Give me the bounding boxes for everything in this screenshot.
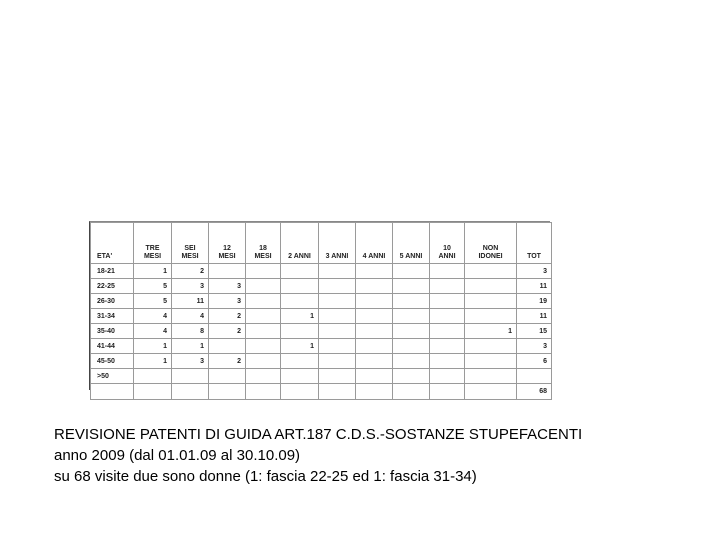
- age-band-cell: >50: [91, 369, 134, 384]
- count-cell: 5: [134, 294, 172, 309]
- count-cell: [209, 369, 246, 384]
- column-header: [430, 223, 465, 264]
- count-cell: [393, 384, 430, 400]
- count-cell: [319, 384, 356, 400]
- column-header-text: 18: [259, 245, 267, 252]
- column-header: [319, 223, 356, 264]
- table-row: [91, 309, 552, 324]
- column-header-text: NON: [482, 245, 499, 252]
- count-cell: [393, 354, 430, 369]
- column-header-text: MESI: [143, 253, 162, 260]
- total-cell: [517, 369, 552, 384]
- table-row: [91, 264, 552, 279]
- count-cell: 11: [172, 294, 209, 309]
- column-header-text: 3 ANNI: [325, 253, 349, 260]
- count-cell: 1: [465, 324, 517, 339]
- column-header-text: ANNI: [438, 253, 456, 260]
- table-row: [91, 339, 552, 354]
- total-row: [91, 384, 552, 400]
- count-cell: 2: [209, 324, 246, 339]
- count-cell: 3: [172, 279, 209, 294]
- count-cell: 1: [281, 339, 319, 354]
- age-band-cell: 41-44: [91, 339, 134, 354]
- count-cell: [356, 264, 393, 279]
- table-row: [91, 294, 552, 309]
- count-cell: 1: [134, 264, 172, 279]
- count-cell: [246, 384, 281, 400]
- count-cell: [319, 339, 356, 354]
- age-band-cell: [91, 384, 134, 400]
- column-header: [517, 223, 552, 264]
- column-header: [172, 223, 209, 264]
- count-cell: [393, 369, 430, 384]
- column-header-text: 2 ANNI: [288, 253, 311, 260]
- total-cell: 3: [517, 264, 552, 279]
- count-cell: 1: [134, 339, 172, 354]
- count-cell: [281, 324, 319, 339]
- count-cell: [465, 354, 517, 369]
- count-cell: 1: [172, 339, 209, 354]
- column-header-text: MESI: [254, 253, 272, 260]
- count-cell: [430, 369, 465, 384]
- count-cell: 3: [209, 294, 246, 309]
- count-cell: [430, 354, 465, 369]
- count-cell: [393, 294, 430, 309]
- column-header: [246, 223, 281, 264]
- count-cell: [319, 369, 356, 384]
- age-band-cell: 31-34: [91, 309, 134, 324]
- count-cell: [465, 264, 517, 279]
- count-cell: 2: [172, 264, 209, 279]
- count-cell: [172, 369, 209, 384]
- age-band-cell: 35-40: [91, 324, 134, 339]
- count-cell: [465, 294, 517, 309]
- count-cell: [319, 279, 356, 294]
- caption-block: [54, 424, 694, 487]
- count-cell: 3: [209, 279, 246, 294]
- count-cell: [465, 339, 517, 354]
- count-cell: [465, 279, 517, 294]
- total-cell: 15: [517, 324, 552, 339]
- count-cell: [319, 264, 356, 279]
- total-cell: 11: [517, 309, 552, 324]
- column-header-text: 4 ANNI: [362, 253, 386, 260]
- count-cell: [356, 324, 393, 339]
- count-cell: [134, 384, 172, 400]
- column-header: [209, 223, 246, 264]
- count-cell: [356, 354, 393, 369]
- count-cell: [281, 294, 319, 309]
- count-cell: 4: [172, 309, 209, 324]
- count-cell: [319, 309, 356, 324]
- count-cell: [319, 324, 356, 339]
- count-cell: [246, 354, 281, 369]
- count-cell: 2: [209, 354, 246, 369]
- count-cell: [246, 264, 281, 279]
- column-header: [356, 223, 393, 264]
- count-cell: [209, 384, 246, 400]
- count-cell: [209, 339, 246, 354]
- count-cell: [356, 369, 393, 384]
- count-cell: 2: [209, 309, 246, 324]
- count-cell: 3: [172, 354, 209, 369]
- total-cell: 11: [517, 279, 552, 294]
- age-band-cell: 26-30: [91, 294, 134, 309]
- count-cell: [430, 324, 465, 339]
- count-cell: [393, 324, 430, 339]
- count-cell: [281, 384, 319, 400]
- column-header-text: SEI: [184, 245, 196, 252]
- age-band-cell: 18-21: [91, 264, 134, 279]
- count-cell: [356, 309, 393, 324]
- count-cell: [134, 369, 172, 384]
- count-cell: [356, 339, 393, 354]
- age-band-cell: 45-50: [91, 354, 134, 369]
- caption-note: su 68 visite due sono donne (1: fascia 22-25 ed 1: fascia 31-34): [54, 468, 477, 485]
- count-cell: [393, 339, 430, 354]
- count-cell: [246, 369, 281, 384]
- column-header-text: 10: [443, 245, 451, 252]
- count-cell: 1: [134, 354, 172, 369]
- count-cell: 5: [134, 279, 172, 294]
- stats-table-container: [89, 221, 550, 395]
- column-header-text: MESI: [218, 253, 236, 260]
- column-header: [281, 223, 319, 264]
- count-cell: [246, 294, 281, 309]
- count-cell: [356, 279, 393, 294]
- table-row: [91, 354, 552, 369]
- count-cell: [246, 324, 281, 339]
- count-cell: [246, 309, 281, 324]
- caption-title: REVISIONE PATENTI DI GUIDA ART.187 C.D.S.-SOSTANZE STUPEFACENTI: [54, 426, 583, 443]
- column-header: [91, 223, 134, 264]
- count-cell: [430, 264, 465, 279]
- count-cell: [281, 264, 319, 279]
- total-cell: 19: [517, 294, 552, 309]
- count-cell: [393, 309, 430, 324]
- count-cell: [281, 369, 319, 384]
- column-header-text: ETA': [97, 253, 113, 260]
- count-cell: [430, 384, 465, 400]
- total-cell: 6: [517, 354, 552, 369]
- table-body: [91, 264, 552, 400]
- revision-stats-table: [90, 222, 552, 400]
- count-cell: [319, 354, 356, 369]
- column-header-text: 12: [223, 245, 231, 252]
- count-cell: [281, 279, 319, 294]
- count-cell: [319, 294, 356, 309]
- count-cell: [393, 264, 430, 279]
- caption-period: anno 2009 (dal 01.01.09 al 30.10.09): [54, 447, 301, 464]
- column-header: [393, 223, 430, 264]
- count-cell: [356, 294, 393, 309]
- count-cell: [430, 309, 465, 324]
- count-cell: [281, 354, 319, 369]
- count-cell: 4: [134, 309, 172, 324]
- count-cell: [246, 339, 281, 354]
- column-header-text: IDONEI: [478, 253, 503, 260]
- column-header-text: MESI: [181, 253, 199, 260]
- count-cell: [246, 279, 281, 294]
- count-cell: 1: [281, 309, 319, 324]
- column-header: [465, 223, 517, 264]
- count-cell: [465, 309, 517, 324]
- count-cell: [172, 384, 209, 400]
- table-row: [91, 369, 552, 384]
- age-band-cell: 22-25: [91, 279, 134, 294]
- total-cell: 3: [517, 339, 552, 354]
- column-header-text: TOT: [527, 253, 541, 260]
- column-header: [134, 223, 172, 264]
- count-cell: [209, 264, 246, 279]
- count-cell: [465, 369, 517, 384]
- count-cell: [356, 384, 393, 400]
- count-cell: 4: [134, 324, 172, 339]
- count-cell: [430, 339, 465, 354]
- count-cell: [393, 279, 430, 294]
- count-cell: [465, 384, 517, 400]
- count-cell: 8: [172, 324, 209, 339]
- table-row: [91, 279, 552, 294]
- column-header-text: TRE: [145, 245, 160, 252]
- table-header-row: [91, 223, 552, 264]
- count-cell: [430, 294, 465, 309]
- total-cell: 68: [517, 384, 552, 400]
- count-cell: [430, 279, 465, 294]
- column-header-text: 5 ANNI: [399, 253, 423, 260]
- table-row: [91, 324, 552, 339]
